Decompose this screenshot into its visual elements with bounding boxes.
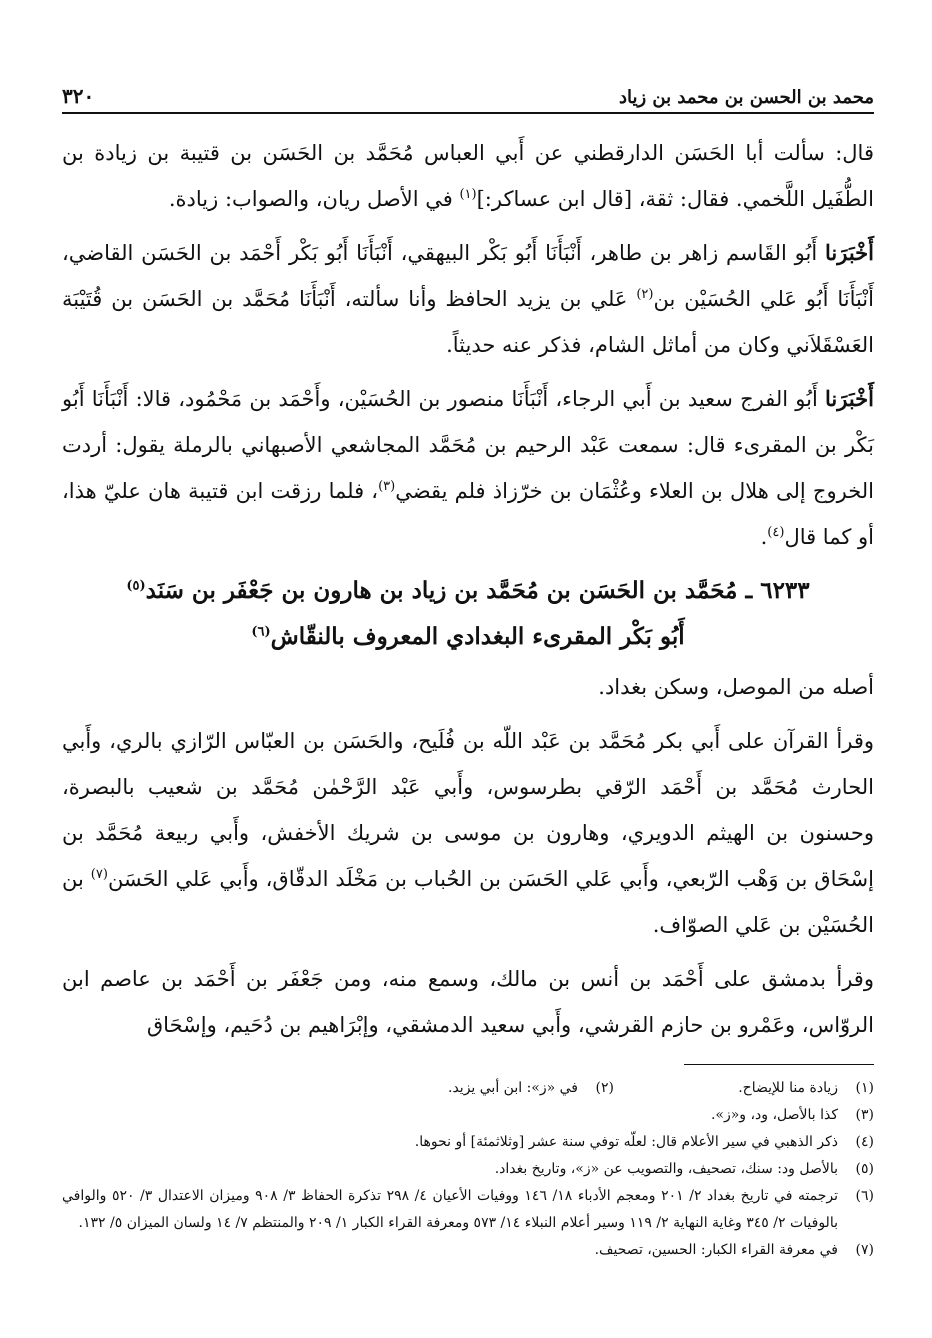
paragraph-text: ، فلما رزقت ابن قتيبة هان عليّ هذا، أو كما قال bbox=[62, 479, 874, 549]
footnote-row bbox=[62, 1075, 874, 1102]
footnote-text: في «ز»: ابن أبي يزيد. bbox=[448, 1080, 578, 1096]
footnote-text: ذكر الذهبي في سير الأعلام قال: لعلّه توفي سنة عشر [وثلاثمئة] أو نحوها. bbox=[414, 1134, 838, 1150]
footnotes bbox=[62, 1075, 874, 1264]
footnote-1 bbox=[614, 1075, 874, 1102]
footnote-ref: (٣) bbox=[378, 479, 396, 494]
paragraph-text: أَبُو الفرج سعيد بن أَبي الرجاء، أَنْبَأَنَا منصور بن الحُسَيْن، وأَحْمَد بن مَحْمُود، قالا: أَنْبَأَنَا أَبُو بَكْر بن المقرىء قال: سمعت عَبْد الرحيم بن مُحَمَّد المجاشعي الأصبهاني بالرملة يقول: أردت الخروج إلى هلال بن العلاء وعُثْمَان بن خرّزاذ فلم يقضي bbox=[62, 387, 874, 503]
footnote-5 bbox=[62, 1156, 874, 1183]
paragraph-6: وقرأ بدمشق على أَحْمَد بن أنس بن مالك، وسمع منه، ومن جَعْفَر بن أَحْمَد بن عاصم ابن الروّاس، وعَمْرو بن حازم القرشي، وأَبي سعيد الدمشقي، وإبْرَاهيم بن دُحَيم، وإسْحَاق bbox=[62, 967, 874, 1037]
footnote-3 bbox=[62, 1102, 874, 1129]
entry-heading-line-2 bbox=[62, 614, 874, 660]
page-number: ٣٢٠ bbox=[62, 84, 95, 108]
entry-heading bbox=[62, 568, 874, 660]
footnote-ref: (٤) bbox=[767, 525, 785, 540]
footnote-4 bbox=[62, 1129, 874, 1156]
footnote-number: (٥) bbox=[855, 1161, 874, 1177]
footnote-text: ترجمته في تاريخ بغداد ٢/ ٢٠١ ومعجم الأدباء ١٨/ ١٤٦ ووفيات الأعيان ٤/ ٢٩٨ تذكرة الحفاظ ٣/ ٩٠٨ وميزان الاعتدال ٣/ ٥٢٠ والوافي بالوفيات ٢/ ٣٤٥ وغاية النهاية ٢/ ١١٩ وسير أعلام النبلاء ١٤/ ٥٧٣ ومعرفة القراء الكبار ١/ ٢٠٩ والمنتظم ٧/ ١٤ ولسان الميزان ٥/ ١٣٢. bbox=[62, 1188, 839, 1231]
heading-text: ٦٢٣٣ ـ مُحَمَّد بن الحَسَن بن مُحَمَّد بن زياد بن هارون بن جَعْفَر بن سَنَد bbox=[145, 577, 810, 604]
footnote-ref: (٧) bbox=[90, 867, 108, 882]
footnote-number: (١) bbox=[855, 1080, 874, 1096]
footnote-number: (٣) bbox=[855, 1107, 874, 1123]
running-title: محمد بن الحسن بن محمد بن زياد bbox=[618, 87, 874, 108]
paragraph-text: في الأصل ريان، والصواب: زيادة. bbox=[168, 187, 460, 211]
footnote-text: زيادة منا للإيضاح. bbox=[738, 1080, 838, 1096]
paragraph-text: وقرأ القرآن على أَبي بكر مُحَمَّد بن عَبْد اللّه بن فُلَيح، والحَسَن بن العبّاس الرّازي بالري، وأَبي الحارث مُحَمَّد بن أَحْمَد الرّقي بطرسوس، وأَبي عَبْد الرَّحْمٰن مُحَمَّد بن شعيب بالبصرة، وحسنون بن الهيثم الدويري، وهارون بن موسى بن شريك الأخفش، وأَبي ربيعة مُحَمَّد بن إسْحَاق بن وَهْب الرّبعي، وأَبي عَلي الحَسَن بن الحُباب بن مَخْلَد الدقّاق، وأَبي عَلي الحَسَن bbox=[62, 729, 874, 891]
footnote-number: (٤) bbox=[855, 1134, 874, 1150]
paragraph-text: . bbox=[760, 525, 768, 549]
footnote-text: بالأصل ود: سنك، تصحيف، والتصويب عن «ز»، وتاريخ بغداد. bbox=[494, 1161, 838, 1177]
main-text bbox=[62, 130, 874, 1048]
paragraph-text: قال: سألت أبا الحَسَن الدارقطني عن أَبي العباس مُحَمَّد بن الحَسَن بن قتيبة بن زيادة بن الطُّفَيل اللَّخمي. فقال: ثقة، [قال ابن عساكر:] bbox=[62, 141, 874, 211]
footnote-ref: (١) bbox=[459, 187, 477, 202]
footnote-number: (٧) bbox=[855, 1242, 874, 1258]
heading-text: أَبُو بَكْر المقرىء البغدادي المعروف بالنقّاش bbox=[270, 623, 685, 650]
footnote-ref: (٦) bbox=[251, 624, 271, 640]
footnote-divider bbox=[684, 1064, 874, 1065]
footnote-text: كذا بالأصل، ود، و«ز». bbox=[710, 1107, 838, 1123]
paragraph-text: بن الحُسَيْن بن عَلي الصوّاف. bbox=[62, 867, 874, 937]
footnote-ref: (٥) bbox=[126, 578, 146, 594]
paragraph-4: أصله من الموصل، وسكن بغداد. bbox=[598, 675, 874, 699]
footnote-7 bbox=[62, 1237, 874, 1264]
paragraph-1 bbox=[62, 130, 874, 222]
footnote-text: في معرفة القراء الكبار: الحسين، تصحيف. bbox=[594, 1242, 838, 1258]
akhbarana-lead: أَخْبَرَنا bbox=[825, 240, 874, 265]
book-page bbox=[62, 60, 874, 1264]
footnote-2 bbox=[354, 1075, 614, 1102]
akhbarana-lead: أَخْبَرَنا bbox=[825, 386, 874, 411]
footnote-number: (٢) bbox=[595, 1080, 614, 1096]
paragraph-5 bbox=[62, 718, 874, 948]
paragraph-2 bbox=[62, 230, 874, 368]
footnote-number: (٦) bbox=[855, 1188, 874, 1204]
entry-heading-line-1 bbox=[62, 568, 874, 614]
paragraph-text: عَلي بن يزيد الحافظ وأنا سألته، أَنْبَأَنَا مُحَمَّد بن الحَسَن بن قُتَيْبَة العَسْقَلاَني وكان من أماثل الشام، فذكر عنه حديثاً. bbox=[62, 287, 874, 357]
paragraph-3 bbox=[62, 376, 874, 560]
paragraph-text: أَبُو القَاسم زاهر بن طاهر، أَنْبَأَنَا أَبُو بَكْر البيهقي، أَنْبَأَنَا أَبُو بَكْر أَحْمَد بن الحَسَن القاضي، أَنْبَأَنَا أَبُو عَلي الحُسَيْن بن bbox=[62, 241, 874, 311]
page-header bbox=[62, 60, 874, 114]
footnote-6 bbox=[62, 1183, 874, 1237]
footnote-ref: (٢) bbox=[636, 287, 654, 302]
